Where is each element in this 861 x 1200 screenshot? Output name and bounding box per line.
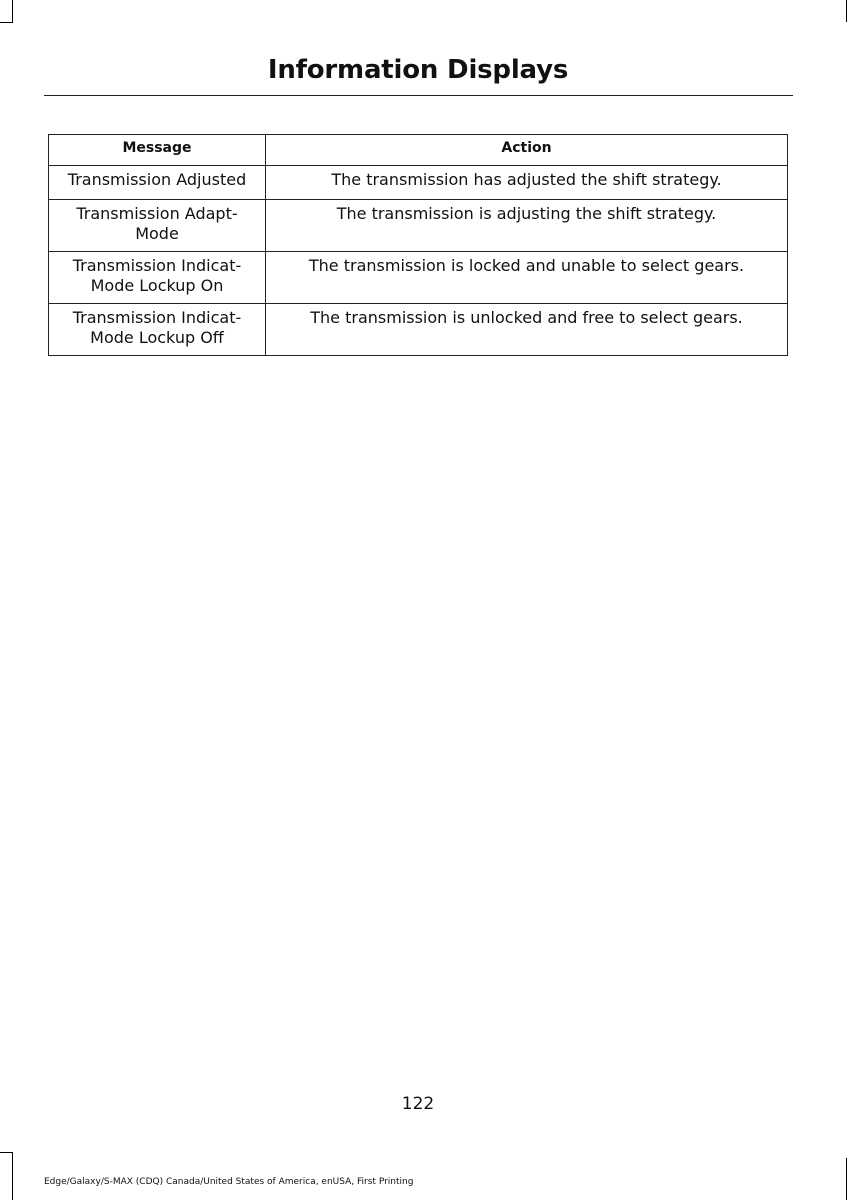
- crop-mark-bottom-left-horizontal: [0, 1152, 13, 1153]
- table-header-row: [49, 135, 788, 166]
- message-cell: Transmission Adjusted: [49, 166, 266, 200]
- table-row: [49, 200, 788, 252]
- table-row: [49, 252, 788, 304]
- message-cell: Transmission Indicat-Mode Lockup Off: [49, 304, 266, 356]
- title-divider: [44, 95, 793, 96]
- crop-mark-top-right: [846, 0, 847, 22]
- crop-mark-bottom-left-vertical: [12, 1152, 13, 1200]
- crop-mark-top-left-horizontal: [0, 22, 13, 23]
- message-cell: Transmission Indicat-Mode Lockup On: [49, 252, 266, 304]
- page-title: Information Displays: [267, 55, 569, 85]
- crop-mark-top-left-vertical: [12, 0, 13, 22]
- message-column-header: Message: [49, 135, 266, 166]
- table-row: [49, 166, 788, 200]
- crop-mark-bottom-right: [846, 1158, 847, 1200]
- action-column-header: Action: [266, 135, 788, 166]
- footer-edition-text: Edge/Galaxy/S-MAX (CDQ) Canada/United States of America, enUSA, First Printing: [44, 1177, 414, 1187]
- message-cell: Transmission Adapt-Mode: [49, 200, 266, 252]
- action-cell: The transmission is adjusting the shift strategy.: [266, 200, 788, 252]
- action-cell: The transmission has adjusted the shift strategy.: [266, 166, 788, 200]
- message-action-table: [48, 134, 788, 356]
- action-cell: The transmission is unlocked and free to select gears.: [266, 304, 788, 356]
- action-cell: The transmission is locked and unable to select gears.: [266, 252, 788, 304]
- page-number: 122: [401, 1094, 435, 1114]
- table-row: [49, 304, 788, 356]
